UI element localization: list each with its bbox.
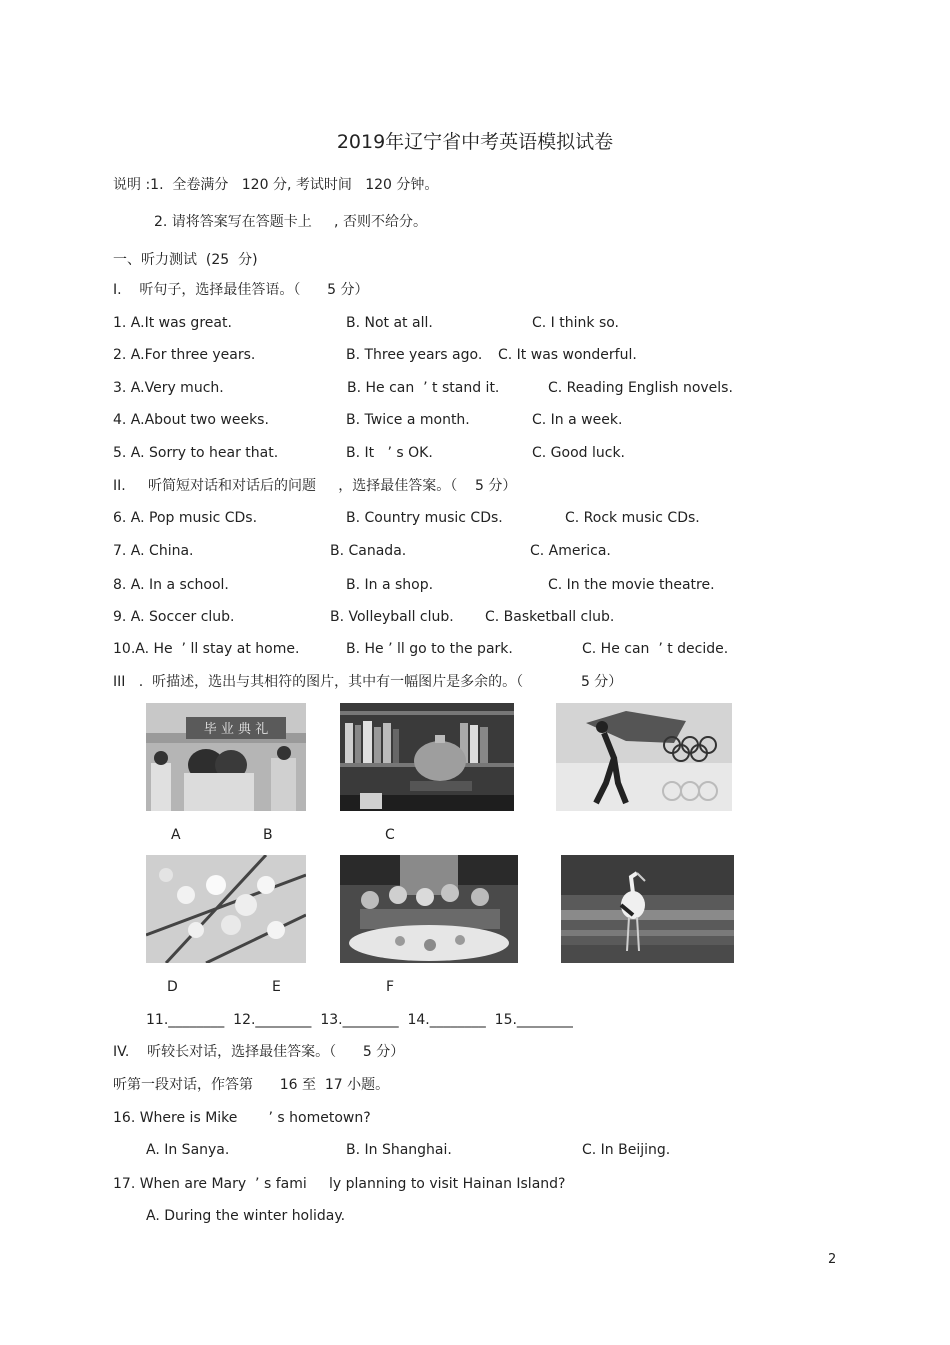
answer-blanks-11-15: 11.________ 12.________ 13.________ 14.________ 15.________ [146, 1012, 573, 1028]
q9-option-b: B. Volleyball club. [330, 609, 454, 625]
dialog-1-instruction: 听第一段对话，作答第 16 至 17 小题。 [113, 1077, 390, 1093]
picture-graduation-hug [146, 703, 306, 811]
q6-option-b: B. Country music CDs. [346, 510, 503, 526]
section-heading-listening: 一、听力测试 (25 分) [113, 252, 258, 268]
instructions-note-1: 说明 :1. 全卷满分 120 分, 考试时间 120 分钟。 [113, 177, 439, 193]
picture-label-d: D [167, 979, 178, 995]
q10-option-a: 10.A. He ’ ll stay at home. [113, 641, 300, 657]
page-number: 2 [828, 1252, 837, 1267]
picture-label-f: F [386, 979, 395, 995]
q2-option-c: C. It was wonderful. [498, 347, 637, 363]
q16-option-a: A. In Sanya. [146, 1142, 230, 1158]
q16-stem: 16. Where is Mike ’ s hometown? [113, 1110, 371, 1126]
q3-option-a: 3. A.Very much. [113, 380, 224, 396]
q6-option-a: 6. A. Pop music CDs. [113, 510, 258, 526]
q17-stem: 17. When are Mary ’ s fami ly planning to visit Hainan Island? [113, 1176, 566, 1192]
q17-option-a: A. During the winter holiday. [146, 1208, 346, 1224]
picture-label-a: A [171, 827, 181, 843]
picture-label-c: C [385, 827, 395, 843]
picture-blossoms [146, 855, 306, 963]
picture-olympic-skater [556, 703, 732, 811]
q3-option-c: C. Reading English novels. [548, 380, 733, 396]
part-i-heading: I. 听句子，选择最佳答语。（ 5 分） [113, 282, 369, 298]
q4-option-c: C. In a week. [532, 412, 623, 428]
q16-option-c: C. In Beijing. [582, 1142, 671, 1158]
q9-option-c: C. Basketball club. [485, 609, 615, 625]
picture-label-b: B [263, 827, 273, 843]
q5-option-a: 5. A. Sorry to hear that. [113, 445, 279, 461]
part-iii-heading: III . 听描述，选出与其相符的图片，其中有一幅图片是多余的。（ 5 分） [113, 674, 623, 690]
q4-option-a: 4. A.About two weeks. [113, 412, 269, 428]
picture-label-e: E [272, 979, 281, 995]
q8-option-c: C. In the movie theatre. [548, 577, 715, 593]
q16-option-b: B. In Shanghai. [346, 1142, 452, 1158]
q1-option-c: C. I think so. [532, 315, 620, 331]
banner-text: 毕 业 典 礼 [203, 722, 269, 737]
part-iv-heading: IV. 听较长对话，选择最佳答案。（ 5 分） [113, 1044, 405, 1060]
q7-option-a: 7. A. China. [113, 543, 194, 559]
page-title: 2019年辽宁省中考英语模拟试卷 [336, 131, 614, 153]
q10-option-c: C. He can ’ t decide. [582, 641, 729, 657]
q3-option-b: B. He can ’ t stand it. [347, 380, 500, 396]
instructions-note-2: 2. 请将答案写在答题卡上 , 否则不给分。 [154, 214, 427, 230]
q7-option-b: B. Canada. [330, 543, 407, 559]
q4-option-b: B. Twice a month. [346, 412, 470, 428]
q7-option-c: C. America. [530, 543, 611, 559]
picture-teapot-bookshelf [340, 703, 514, 811]
q9-option-a: 9. A. Soccer club. [113, 609, 235, 625]
q1-option-b: B. Not at all. [346, 315, 433, 331]
part-ii-heading: II. 听简短对话和对话后的问题 ，选择最佳答案。（ 5 分） [113, 478, 517, 494]
q2-option-a: 2. A.For three years. [113, 347, 256, 363]
q2-option-b: B. Three years ago. [346, 347, 483, 363]
picture-family-dinner [340, 855, 518, 963]
q8-option-b: B. In a shop. [346, 577, 434, 593]
q10-option-b: B. He ’ ll go to the park. [346, 641, 513, 657]
q5-option-c: C. Good luck. [532, 445, 626, 461]
q5-option-b: B. It ’ s OK. [346, 445, 433, 461]
picture-white-stork [561, 855, 734, 963]
q6-option-c: C. Rock music CDs. [565, 510, 700, 526]
q8-option-a: 8. A. In a school. [113, 577, 229, 593]
q1-option-a: 1. A.It was great. [113, 315, 232, 331]
